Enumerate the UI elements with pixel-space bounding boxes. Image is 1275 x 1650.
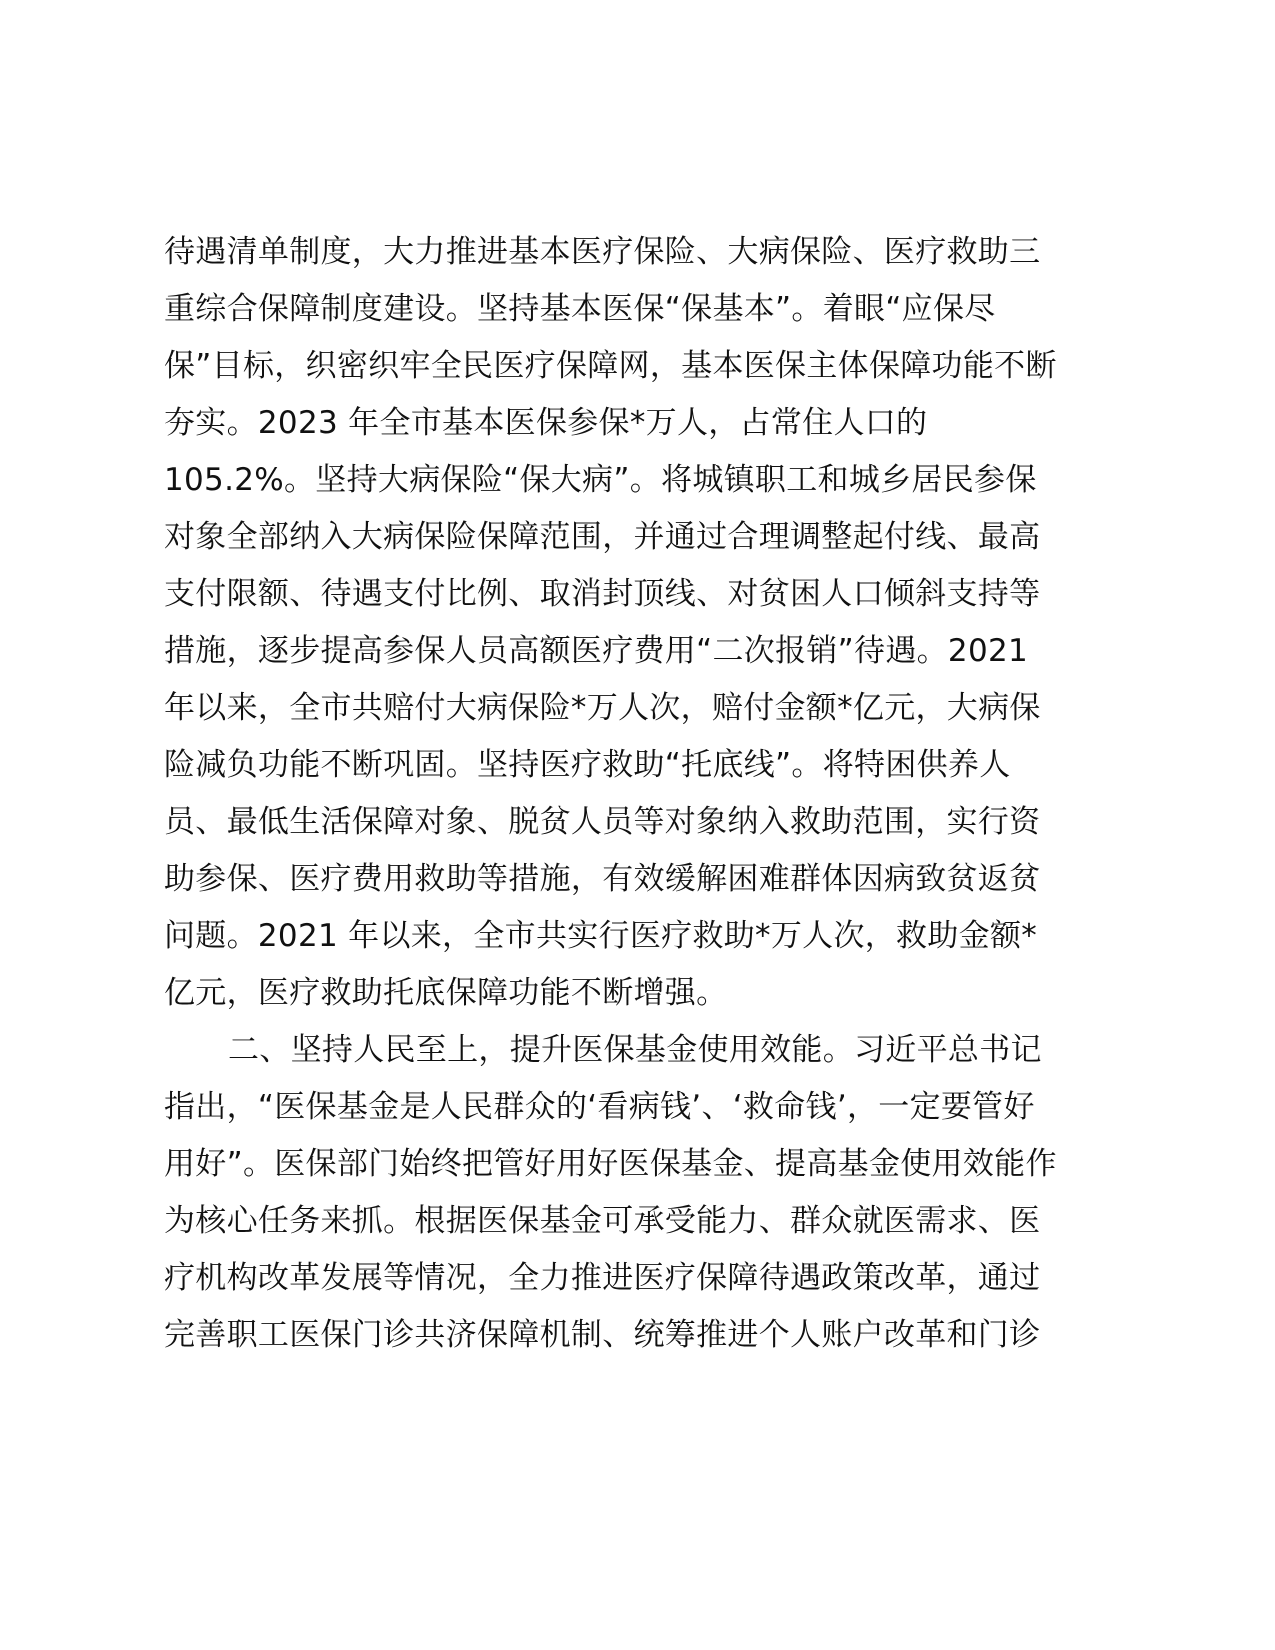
text-line: 对象全部纳入大病保险保障范围，并通过合理调整起付线、最高	[164, 519, 1041, 555]
text-line: 问题。2021 年以来，全市共实行医疗救助*万人次，救助金额*	[164, 918, 1038, 954]
text-line: 用好”。医保部门始终把管好用好医保基金、提高基金使用效能作	[164, 1146, 1057, 1182]
text-line: 亿元，医疗救助托底保障功能不断增强。	[164, 975, 728, 1011]
text-line: 助参保、医疗费用救助等措施，有效缓解困难群体因病致贫返贫	[164, 861, 1041, 897]
section-heading-line: 二、坚持人民至上，提升医保基金使用效能。习近平总书记	[228, 1032, 1042, 1068]
text-line: 险减负功能不断巩固。坚持医疗救助“托底线”。将特困供养人	[164, 747, 1011, 783]
text-line: 完善职工医保门诊共济保障机制、统筹推进个人账户改革和门诊	[164, 1317, 1041, 1353]
text-line: 支付限额、待遇支付比例、取消封顶线、对贫困人口倾斜支持等	[164, 576, 1041, 612]
text-line: 为核心任务来抓。根据医保基金可承受能力、群众就医需求、医	[164, 1203, 1041, 1239]
text-line: 105.2%。坚持大病保险“保大病”。将城镇职工和城乡居民参保	[164, 462, 1037, 498]
text-line: 措施，逐步提高参保人员高额医疗费用“二次报销”待遇。2021	[164, 633, 1029, 669]
text-line: 年以来，全市共赔付大病保险*万人次，赔付金额*亿元，大病保	[164, 690, 1041, 726]
text-line: 疗机构改革发展等情况，全力推进医疗保障待遇政策改革，通过	[164, 1260, 1041, 1296]
text-line: 夯实。2023 年全市基本医保参保*万人，占常住人口的	[164, 405, 928, 441]
text-line: 指出，“医保基金是人民群众的‘看病钱’、‘救命钱’，一定要管好	[164, 1089, 1035, 1125]
text-line: 员、最低生活保障对象、脱贫人员等对象纳入救助范围，实行资	[164, 804, 1041, 840]
text-line: 待遇清单制度，大力推进基本医疗保险、大病保险、医疗救助三	[164, 234, 1041, 270]
text-line: 保”目标，织密织牢全民医疗保障网，基本医保主体保障功能不断	[164, 348, 1057, 384]
text-line: 重综合保障制度建设。坚持基本医保“保基本”。着眼“应保尽	[164, 291, 996, 327]
body-text	[164, 224, 1124, 1364]
